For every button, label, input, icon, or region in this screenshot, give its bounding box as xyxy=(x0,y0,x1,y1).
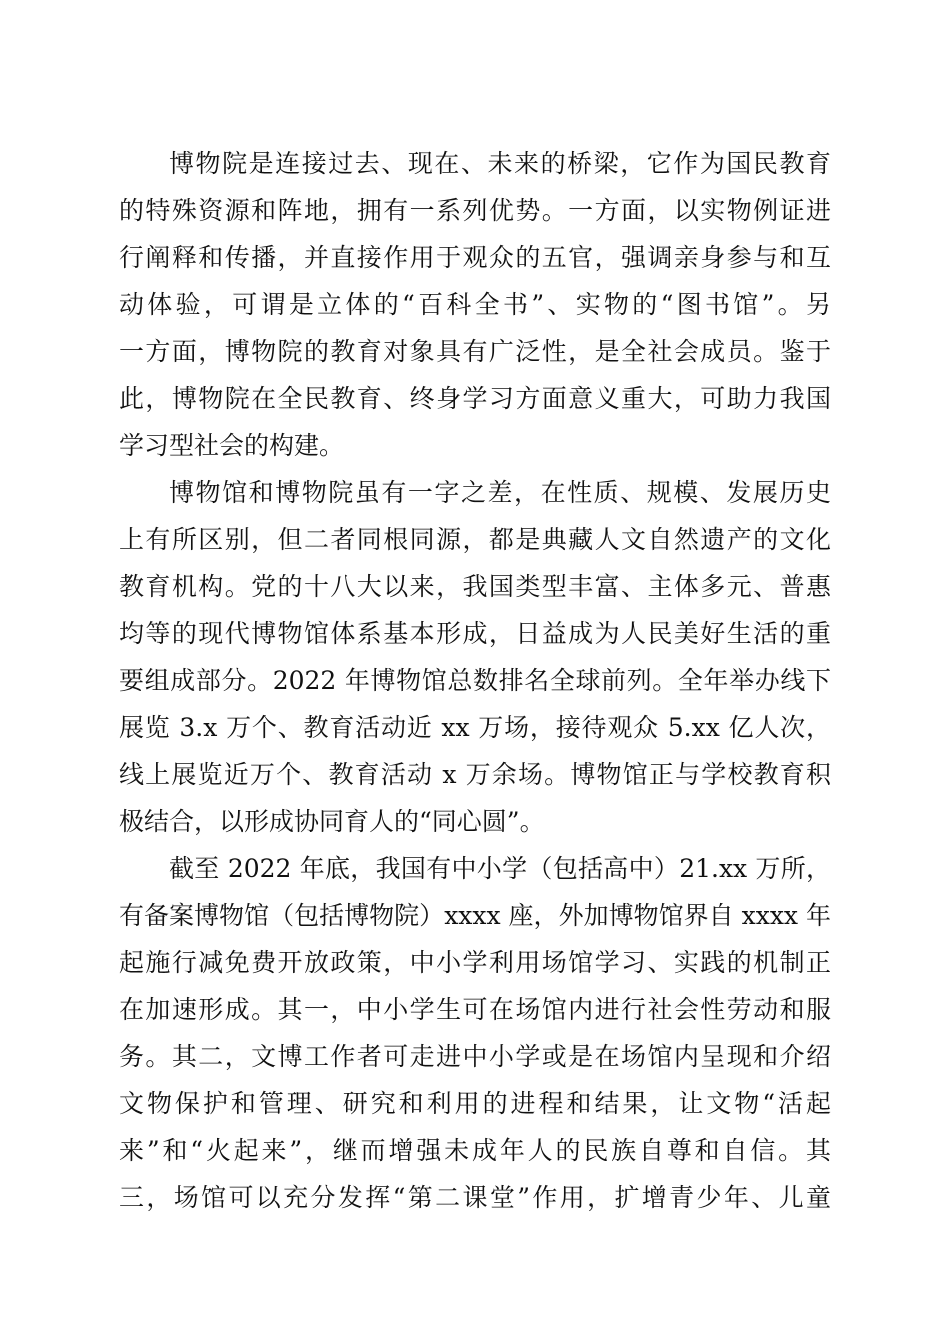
paragraph-line: 务。其二，文博工作者可走进中小学或是在场馆内呈现和介绍 xyxy=(119,1042,831,1071)
paragraph-line: 三，场馆可以充分发挥“第二课堂”作用，扩增青少年、儿童 xyxy=(119,1183,831,1212)
paragraph-line: 教育机构。党的十八大以来，我国类型丰富、主体多元、普惠 xyxy=(119,572,831,601)
paragraph-line: 文物保护和管理、研究和利用的进程和结果，让文物“活起 xyxy=(119,1089,831,1118)
paragraph-line: 学习型社会的构建。 xyxy=(119,431,345,460)
paragraph-1 xyxy=(119,140,831,469)
paragraph-line: 截至 2022 年底，我国有中小学（包括高中）21.xx 万所， xyxy=(169,854,831,883)
paragraph-line: 来”和“火起来”，继而增强未成年人的民族自尊和自信。其 xyxy=(119,1136,831,1165)
paragraph-line: 均等的现代博物馆体系基本形成，日益成为人民美好生活的重 xyxy=(119,619,831,648)
paragraph-line: 起施行减免费开放政策，中小学利用场馆学习、实践的机制正 xyxy=(119,948,831,977)
paragraph-line: 有备案博物馆（包括博物院）xxxx 座，外加博物馆界自 xxxx 年 xyxy=(119,901,831,930)
paragraph-line: 展览 3.x 万个、教育活动近 xx 万场，接待观众 5.xx 亿人次， xyxy=(119,713,831,742)
paragraph-line: 极结合，以形成协同育人的“同心圆”。 xyxy=(119,807,545,836)
paragraph-line: 此，博物院在全民教育、终身学习方面意义重大，可助力我国 xyxy=(119,384,831,413)
document-body xyxy=(119,140,831,1221)
paragraph-line: 上有所区别，但二者同根同源，都是典藏人文自然遗产的文化 xyxy=(119,525,831,554)
paragraph-line: 博物馆和博物院虽有一字之差，在性质、规模、发展历史 xyxy=(169,478,831,507)
paragraph-line: 在加速形成。其一，中小学生可在场馆内进行社会性劳动和服 xyxy=(119,995,831,1024)
paragraph-line: 线上展览近万个、教育活动 x 万余场。博物馆正与学校教育积 xyxy=(119,760,831,789)
paragraph-3 xyxy=(119,845,831,1221)
paragraph-line: 动体验，可谓是立体的“百科全书”、实物的“图书馆”。另 xyxy=(119,290,831,319)
paragraph-line: 行阐释和传播，并直接作用于观众的五官，强调亲身参与和互 xyxy=(119,243,831,272)
paragraph-line: 要组成部分。2022 年博物馆总数排名全球前列。全年举办线下 xyxy=(119,666,831,695)
paragraph-2 xyxy=(119,469,831,845)
paragraph-line: 的特殊资源和阵地，拥有一系列优势。一方面，以实物例证进 xyxy=(119,196,831,225)
paragraph-line: 博物院是连接过去、现在、未来的桥梁，它作为国民教育 xyxy=(169,149,831,178)
paragraph-line: 一方面，博物院的教育对象具有广泛性，是全社会成员。鉴于 xyxy=(119,337,831,366)
